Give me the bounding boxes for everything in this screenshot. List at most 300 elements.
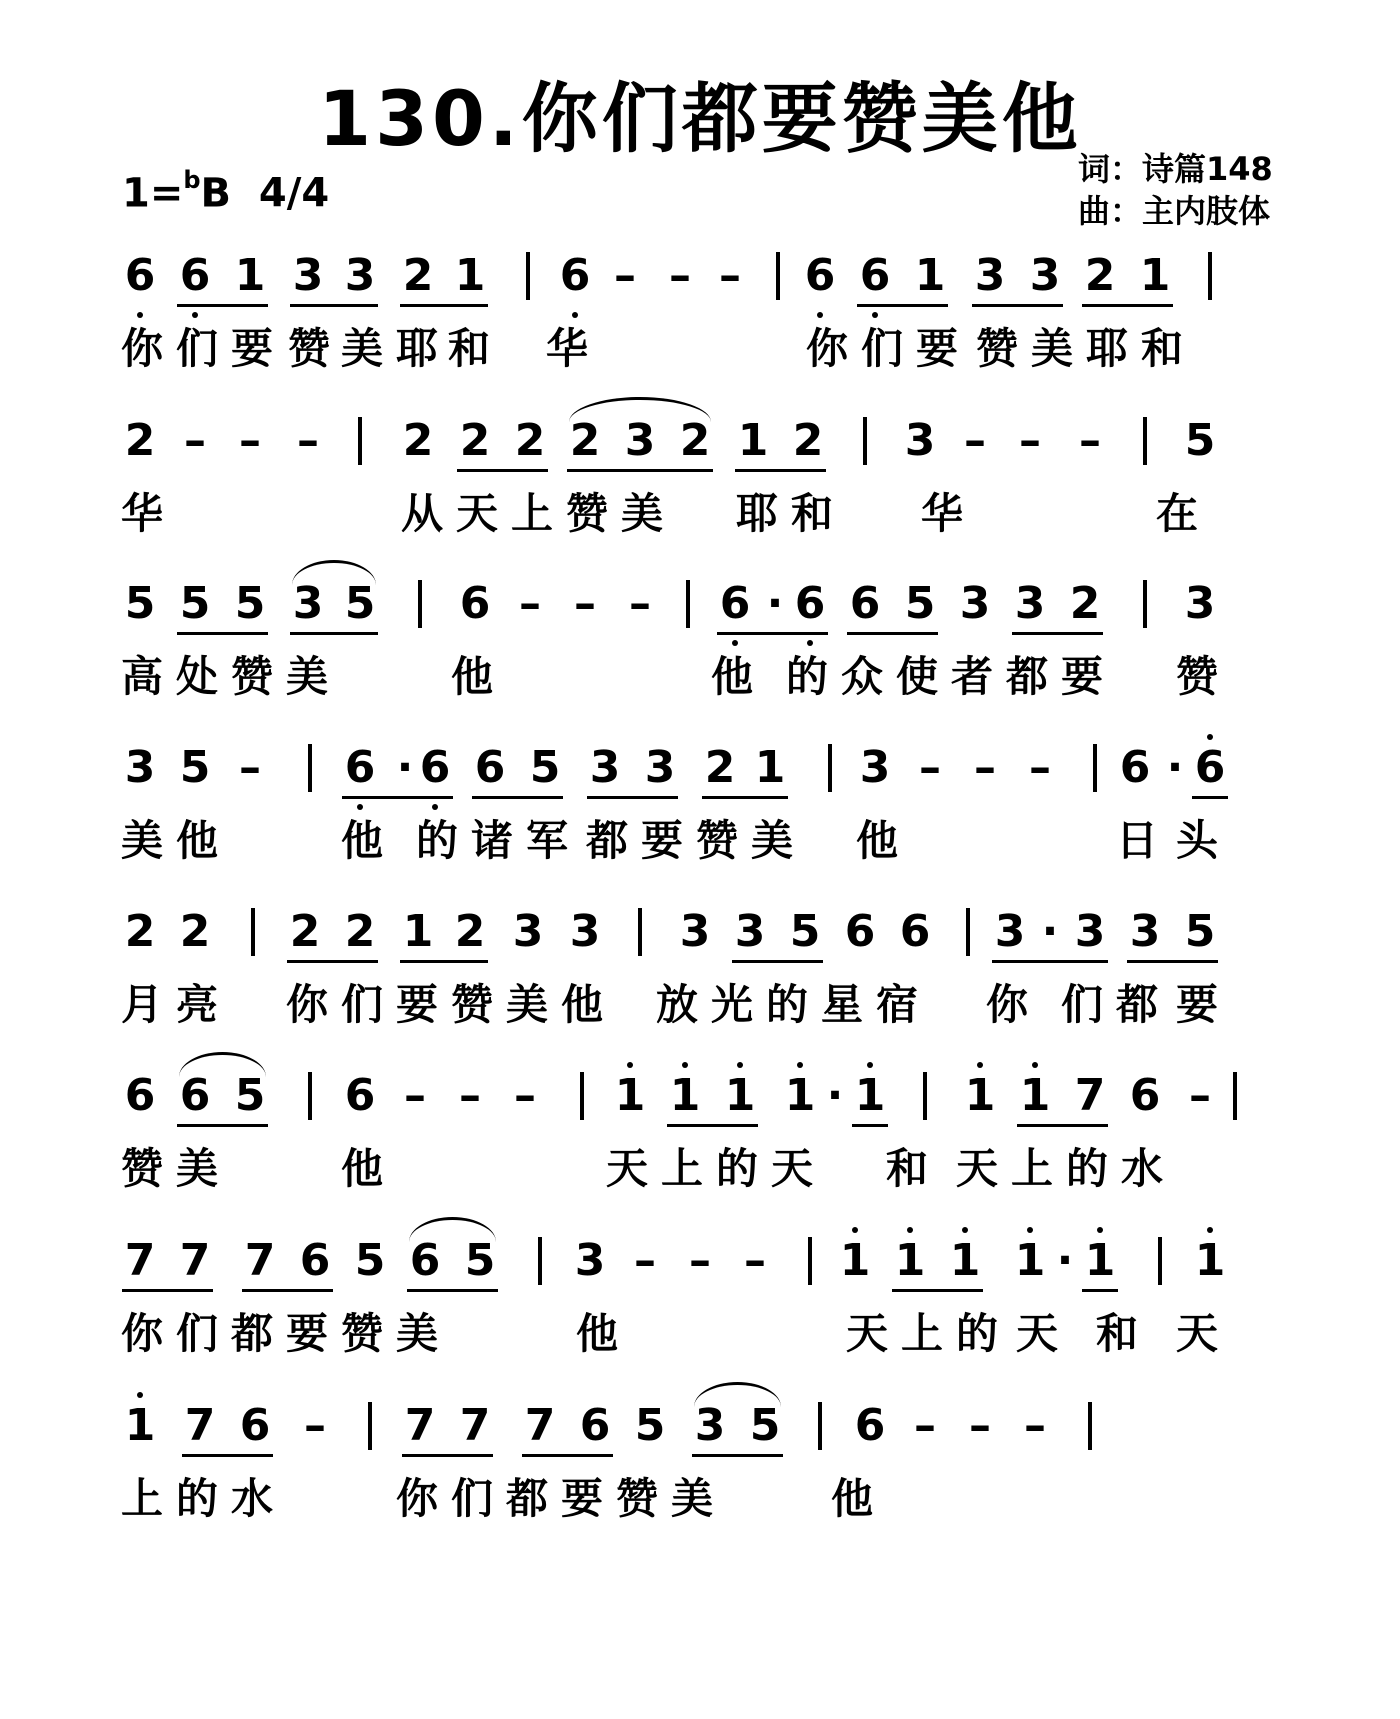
note: 2 [704, 742, 736, 793]
lyric-char: 亮 [175, 980, 218, 1029]
octave-dot-above [962, 1227, 968, 1233]
bar-line [418, 580, 422, 628]
lyric-char: 天 [1015, 1309, 1058, 1358]
lyric-char: 天 [455, 489, 498, 538]
octave-dot-above [1207, 734, 1213, 740]
beam-underline [457, 469, 548, 472]
beam-underline [852, 1124, 888, 1127]
lyric-char: 你 [805, 324, 848, 373]
note: 1 [854, 1070, 886, 1121]
note: 5 [1184, 415, 1216, 466]
lyric-char: 要 [1060, 652, 1103, 701]
lyric-char: 赞 [975, 324, 1018, 373]
beam-underline [972, 304, 1063, 307]
bar-line [1143, 417, 1147, 465]
note: 5 [464, 1235, 496, 1286]
note: 1 [234, 250, 266, 301]
note: 2 [679, 415, 711, 466]
beam-underline [892, 1289, 983, 1292]
key-prefix: 1= [122, 170, 184, 217]
note: 5 [179, 742, 211, 793]
lyric-char: 上 [510, 489, 553, 538]
lyric-char: 光 [710, 980, 753, 1029]
lyric-char: 都 [585, 816, 628, 865]
note: 6 [579, 1400, 611, 1451]
note: 6 [1194, 742, 1226, 793]
note: 6 [419, 742, 451, 793]
note: 6 [899, 906, 931, 957]
note: 6 [719, 578, 751, 629]
lyric-char: 要 [915, 324, 958, 373]
beam-underline [400, 960, 488, 963]
lyric-char: 美 [340, 324, 383, 373]
note: – [919, 742, 941, 793]
beam-underline [1192, 796, 1228, 799]
note: – [574, 578, 596, 629]
beam-underline [290, 304, 378, 307]
octave-dot-below [137, 312, 143, 318]
beam-underline [522, 1454, 613, 1457]
note: 7 [524, 1400, 556, 1451]
note: 6 [344, 742, 376, 793]
note: 1 [754, 742, 786, 793]
beam-underline [402, 1454, 493, 1457]
note: 7 [459, 1400, 491, 1451]
beam-underline [177, 1124, 268, 1127]
lyric-char: 华 [545, 324, 588, 373]
note: 3 [124, 742, 156, 793]
score-row [0, 250, 1400, 400]
beam-underline [407, 1289, 498, 1292]
lyric-char: 赞 [615, 1474, 658, 1523]
lyric-char: 的 [765, 980, 808, 1029]
octave-dot-above [137, 1392, 143, 1398]
lyric-char: 耶 [1085, 324, 1128, 373]
lyric-char: 华 [120, 489, 163, 538]
lyric-char: 美 [620, 489, 663, 538]
lyric-char: 美 [120, 816, 163, 865]
lyric-char: 众 [840, 652, 883, 701]
beam-underline [182, 1454, 273, 1457]
note: 6 [409, 1235, 441, 1286]
lyric-char: 高 [120, 652, 163, 701]
note: 6 [859, 250, 891, 301]
lyric-char: 上 [120, 1474, 163, 1523]
octave-dot-below [732, 640, 738, 646]
note: 2 [792, 415, 824, 466]
note: 6 [179, 1070, 211, 1121]
lyric-char: 们 [175, 1309, 218, 1358]
octave-dot-above [1027, 1227, 1033, 1233]
note: 6 [1119, 742, 1151, 793]
note: 1 [402, 906, 434, 957]
note: 2 [1084, 250, 1116, 301]
note: 7 [244, 1235, 276, 1286]
lyric-char: 月 [120, 980, 163, 1029]
bar-line [828, 744, 832, 792]
note: 3 [734, 906, 766, 957]
octave-dot-below [817, 312, 823, 318]
note: 3 [904, 415, 936, 466]
lyric-char: 要 [560, 1474, 603, 1523]
lyric-char: 星 [820, 980, 863, 1029]
lyric-char: 天 [845, 1309, 888, 1358]
lyric-char: 他 [340, 1144, 383, 1193]
note: 2 [289, 906, 321, 957]
lyric-char: 者 [950, 652, 993, 701]
lyric-char: 要 [640, 816, 683, 865]
note: 3 [1184, 578, 1216, 629]
note: – [184, 415, 206, 466]
note: – [297, 415, 319, 466]
note: · [1166, 742, 1184, 793]
lyric-char: 和 [885, 1144, 928, 1193]
note: 6 [804, 250, 836, 301]
lyric-char: 赞 [695, 816, 738, 865]
note: 6 [179, 250, 211, 301]
note: 3 [859, 742, 891, 793]
note: 5 [354, 1235, 386, 1286]
octave-dot-below [572, 312, 578, 318]
key-note: B [200, 170, 232, 217]
note: · [396, 742, 414, 793]
note: 2 [569, 415, 601, 466]
note: 6 [299, 1235, 331, 1286]
note: 1 [724, 1070, 756, 1121]
beam-underline [287, 960, 378, 963]
lyric-char: 美 [505, 980, 548, 1029]
bar-line [251, 908, 255, 956]
note: 5 [789, 906, 821, 957]
note: 5 [1184, 906, 1216, 957]
note: – [1024, 1400, 1046, 1451]
note: 2 [402, 415, 434, 466]
note: – [914, 1400, 936, 1451]
note: 5 [529, 742, 561, 793]
lyric-char: 们 [450, 1474, 493, 1523]
lyric-char: 和 [447, 324, 490, 373]
lyric-char: 美 [1030, 324, 1073, 373]
beam-underline [177, 304, 268, 307]
lyric-char: 从 [400, 489, 443, 538]
octave-dot-below [432, 804, 438, 810]
note: – [719, 250, 741, 301]
bar-line [686, 580, 690, 628]
slur [569, 397, 711, 422]
beam-underline [667, 1124, 758, 1127]
lyric-char: 水 [1120, 1144, 1163, 1193]
note: 3 [679, 906, 711, 957]
lyric-char: 他 [830, 1474, 873, 1523]
octave-dot-above [907, 1227, 913, 1233]
note: – [459, 1070, 481, 1121]
page-title: 130.你们都要赞美他 [318, 74, 1082, 163]
lyric-char: 耶 [395, 324, 438, 373]
note: 3 [589, 742, 621, 793]
lyric-char: 们 [860, 324, 903, 373]
lyric-char: 赞 [287, 324, 330, 373]
lyric-char: 赞 [1175, 652, 1218, 701]
beam-underline [587, 796, 678, 799]
note: 7 [184, 1400, 216, 1451]
lyric-char: 们 [175, 324, 218, 373]
note: 2 [344, 906, 376, 957]
note: 3 [1014, 578, 1046, 629]
bar-line [776, 252, 780, 300]
score-row [0, 578, 1400, 728]
lyric-char: 你 [985, 980, 1028, 1029]
beam-underline [702, 796, 788, 799]
lyric-char: 的 [785, 652, 828, 701]
octave-dot-above [867, 1062, 873, 1068]
note: 5 [234, 578, 266, 629]
lyric-char: 你 [120, 324, 163, 373]
octave-dot-above [1097, 1227, 1103, 1233]
note: 3 [292, 578, 324, 629]
beam-underline [622, 469, 658, 472]
note: 6 [474, 742, 506, 793]
note: – [1079, 415, 1101, 466]
lyric-char: 上 [660, 1144, 703, 1193]
note: 1 [737, 415, 769, 466]
octave-dot-above [682, 1062, 688, 1068]
note: 1 [669, 1070, 701, 1121]
note: 6 [559, 250, 591, 301]
note: 3 [994, 906, 1026, 957]
lyric-char: 美 [670, 1474, 713, 1523]
bar-line [526, 252, 530, 300]
lyric-char: 赞 [230, 652, 273, 701]
note: 1 [784, 1070, 816, 1121]
score-row [0, 742, 1400, 892]
beam-underline [400, 304, 488, 307]
note: – [689, 1235, 711, 1286]
lyric-char: 放 [655, 980, 698, 1029]
beam-underline [342, 796, 453, 799]
lyric-char: 你 [285, 980, 328, 1029]
note: 5 [749, 1400, 781, 1451]
note: 7 [1074, 1070, 1106, 1121]
note: 7 [124, 1235, 156, 1286]
note: – [1019, 415, 1041, 466]
note: 2 [402, 250, 434, 301]
lyric-char: 要 [285, 1309, 328, 1358]
note: 3 [644, 742, 676, 793]
lyric-char: 都 [230, 1309, 273, 1358]
lyric-char: 天 [605, 1144, 648, 1193]
octave-dot-below [357, 804, 363, 810]
beam-underline [717, 632, 828, 635]
lyric-char: 你 [395, 1474, 438, 1523]
lyric-char: 天 [955, 1144, 998, 1193]
lyric-char: 赞 [120, 1144, 163, 1193]
bar-line [1088, 1402, 1092, 1450]
note: 1 [454, 250, 486, 301]
lyrics-credit: 词：诗篇148 [1078, 150, 1273, 188]
lyric-char: 都 [505, 1474, 548, 1523]
octave-dot-above [737, 1062, 743, 1068]
lyric-char: 他 [710, 652, 753, 701]
music-credit: 曲：主内肢体 [1078, 192, 1271, 230]
lyric-char: 头 [1175, 816, 1218, 865]
lyric-char: 美 [175, 1144, 218, 1193]
score-row [0, 1070, 1400, 1220]
lyric-char: 华 [920, 489, 963, 538]
beam-underline [472, 796, 563, 799]
score-row [0, 1235, 1400, 1385]
octave-dot-below [807, 640, 813, 646]
note: 6 [344, 1070, 376, 1121]
lyric-char: 天 [770, 1144, 813, 1193]
score-row [0, 415, 1400, 565]
lyric-char: 美 [395, 1309, 438, 1358]
lyric-char: 要 [395, 980, 438, 1029]
lyric-char: 的 [175, 1474, 218, 1523]
note: 6 [844, 906, 876, 957]
note: · [1041, 906, 1059, 957]
lyric-char: 赞 [565, 489, 608, 538]
note: 3 [569, 906, 601, 957]
note: · [1056, 1235, 1074, 1286]
note: 6 [124, 1070, 156, 1121]
score-row [0, 1400, 1400, 1550]
time-signature: 4/4 [258, 170, 330, 217]
lyric-char: 他 [575, 1309, 618, 1358]
lyric-char: 军 [525, 816, 568, 865]
beam-underline [290, 632, 378, 635]
lyric-char: 要 [230, 324, 273, 373]
note: 7 [179, 1235, 211, 1286]
note: 6 [124, 250, 156, 301]
note: 6 [239, 1400, 271, 1451]
lyric-char: 上 [900, 1309, 943, 1358]
lyric-char: 的 [415, 816, 458, 865]
beam-underline [122, 1289, 213, 1292]
lyric-char: 在 [1155, 489, 1198, 538]
note: 3 [974, 250, 1006, 301]
bar-line [638, 908, 642, 956]
bar-line [580, 1072, 584, 1120]
note: – [239, 415, 261, 466]
note: 1 [839, 1235, 871, 1286]
lyric-char: 上 [1010, 1144, 1053, 1193]
note: – [629, 578, 651, 629]
beam-underline [1082, 1289, 1118, 1292]
bar-line [923, 1072, 927, 1120]
note: 2 [1069, 578, 1101, 629]
beam-underline [1012, 632, 1103, 635]
lyric-char: 的 [715, 1144, 758, 1193]
note: 2 [179, 906, 211, 957]
note: 3 [959, 578, 991, 629]
bar-line [1208, 252, 1212, 300]
lyric-char: 都 [1115, 980, 1158, 1029]
lyric-char: 都 [1005, 652, 1048, 701]
beam-underline [732, 960, 823, 963]
note: 1 [964, 1070, 996, 1121]
lyric-char: 宿 [875, 980, 918, 1029]
octave-dot-below [192, 312, 198, 318]
bar-line [308, 1072, 312, 1120]
note: 1 [124, 1400, 156, 1451]
slur [694, 1382, 781, 1407]
lyric-char: 天 [1175, 1309, 1218, 1358]
note: 5 [904, 578, 936, 629]
note: 1 [1014, 1235, 1046, 1286]
note: – [669, 250, 691, 301]
key-flat: b [183, 166, 201, 194]
beam-underline [735, 469, 826, 472]
lyric-char: 们 [1060, 980, 1103, 1029]
beam-underline [1082, 304, 1173, 307]
note: 2 [514, 415, 546, 466]
note: 5 [634, 1400, 666, 1451]
beam-underline [1127, 960, 1218, 963]
note: – [519, 578, 541, 629]
lyric-char: 们 [340, 980, 383, 1029]
beam-underline [692, 1454, 783, 1457]
note: – [634, 1235, 656, 1286]
octave-dot-above [1032, 1062, 1038, 1068]
lyric-char: 他 [340, 816, 383, 865]
bar-line [1233, 1072, 1237, 1120]
lyric-char: 的 [955, 1309, 998, 1358]
note: 3 [574, 1235, 606, 1286]
note: 2 [124, 906, 156, 957]
lyric-char: 和 [1140, 324, 1183, 373]
note: – [404, 1070, 426, 1121]
note: 1 [949, 1235, 981, 1286]
note: 3 [624, 415, 656, 466]
note: 6 [794, 578, 826, 629]
note: 3 [1029, 250, 1061, 301]
note: 2 [454, 906, 486, 957]
note: 6 [849, 578, 881, 629]
beam-underline [992, 960, 1108, 963]
lyric-char: 赞 [340, 1309, 383, 1358]
note: 6 [459, 578, 491, 629]
lyric-char: 耶 [735, 489, 778, 538]
octave-dot-below [872, 312, 878, 318]
lyric-char: 使 [895, 652, 938, 701]
note: 3 [694, 1400, 726, 1451]
note: 3 [344, 250, 376, 301]
note: 1 [1084, 1235, 1116, 1286]
octave-dot-above [852, 1227, 858, 1233]
note: – [1189, 1070, 1211, 1121]
note: – [614, 250, 636, 301]
bar-line [1143, 580, 1147, 628]
bar-line [538, 1237, 542, 1285]
note: 3 [1074, 906, 1106, 957]
note: 5 [179, 578, 211, 629]
lyric-char: 他 [855, 816, 898, 865]
beam-underline [242, 1289, 333, 1292]
note: – [969, 1400, 991, 1451]
bar-line [1158, 1237, 1162, 1285]
note: – [974, 742, 996, 793]
bar-line [863, 417, 867, 465]
lyric-char: 他 [450, 652, 493, 701]
note: · [766, 578, 784, 629]
note: – [239, 742, 261, 793]
bar-line [808, 1237, 812, 1285]
lyric-char: 和 [1095, 1309, 1138, 1358]
lyric-char: 他 [560, 980, 603, 1029]
note: 5 [234, 1070, 266, 1121]
slur [409, 1217, 496, 1242]
octave-dot-above [1207, 1227, 1213, 1233]
